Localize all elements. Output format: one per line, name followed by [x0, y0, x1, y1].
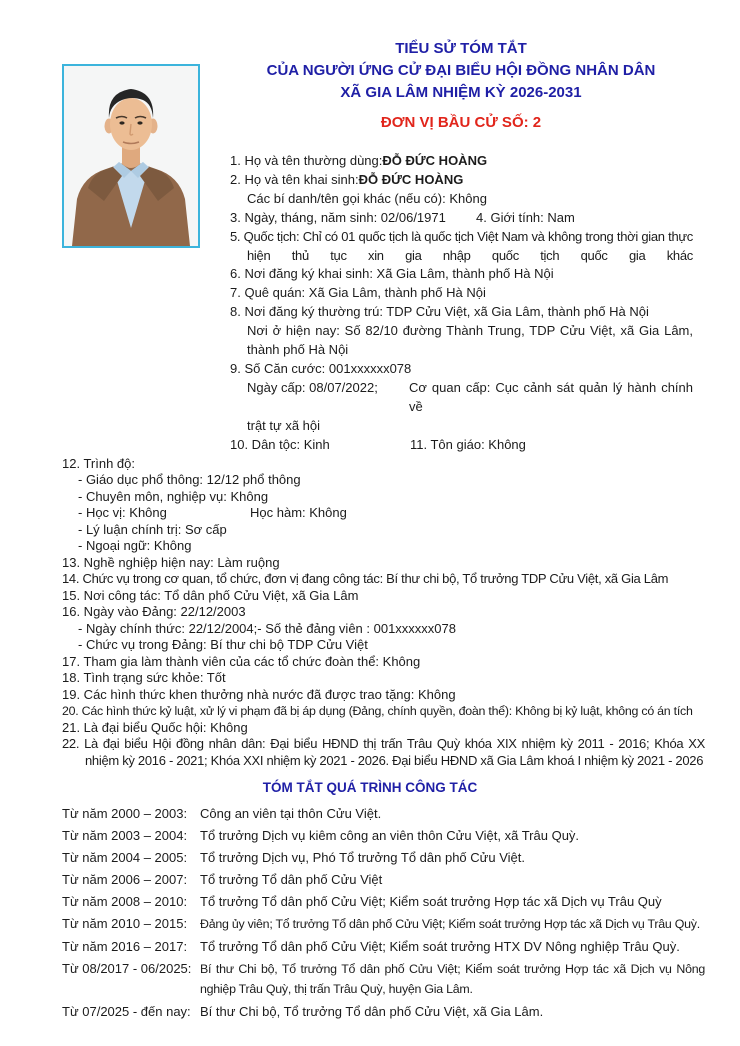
career-period: Từ năm 2016 – 2017: — [62, 938, 188, 954]
field-id-issuer-cont: trật tự xã hội — [247, 417, 321, 433]
career-period: Từ năm 2010 – 2015: — [62, 916, 188, 931]
field-workplace: 15. Nơi công tác: Tổ dân phố Cửu Việt, xã Gia Lâm — [62, 587, 359, 603]
field-id-issue — [230, 379, 693, 417]
field-ethnicity: 10. Dân tộc: Kinh — [230, 436, 330, 452]
field-birth-name-label: 2. Họ và tên khai sinh: — [230, 171, 359, 187]
career-period: Từ năm 2000 – 2003: — [62, 806, 188, 821]
career-description: Tổ trưởng Dịch vụ, Phó Tổ trưởng Tổ dân phố Cửu Việt. — [200, 850, 525, 865]
field-discipline: 20. Các hình thức kỷ luật, xử lý vi phạm đã bị áp dụng (Đảng, chính quyền, đoàn thể): Không bị kỷ luật, không có án tích — [62, 704, 693, 718]
field-party-official — [62, 621, 705, 638]
title-line-1: TIỂU SỬ TÓM TẮT — [395, 40, 527, 57]
field-party-official-date: - Ngày chính thức: 22/12/2004; — [78, 620, 258, 636]
career-description: Tổ trưởng Tổ dân phố Cửu Việt; Kiểm soát trưởng Hợp tác xã Dịch vụ Trâu Quỳ — [200, 894, 662, 909]
document-header — [210, 0, 712, 134]
title-line-2: CỦA NGƯỜI ỨNG CỬ ĐẠI BIỂU HỘI ĐỒNG NHÂN DÂN — [266, 62, 656, 79]
field-current-position: 14. Chức vụ trong cơ quan, tổ chức, đơn vị đang công tác: Bí thư chi bộ, Tổ trưởng TDP Cửu Việt, xã Gia Lâm — [62, 571, 669, 586]
career-period: Từ năm 2003 – 2004: — [62, 828, 188, 843]
career-row — [62, 804, 705, 824]
field-party-join-date: 16. Ngày vào Đảng: 22/12/2003 — [62, 604, 246, 619]
field-academic-title: Học hàm: Không — [250, 505, 347, 520]
field-id-number: 9. Số Căn cước: 001xxxxxx078 — [230, 360, 412, 376]
eye-left — [119, 121, 124, 124]
field-dob: 3. Ngày, tháng, năm sinh: 02/06/1971 — [230, 209, 446, 225]
field-id-issuer: Cơ quan cấp: Cục cảnh sát quản lý hành chính về — [409, 379, 693, 414]
field-education-header: 12. Trình độ: — [62, 455, 135, 471]
field-awards: 19. Các hình thức khen thưởng nhà nước đã được trao tặng: Không — [62, 686, 456, 702]
field-professional-education: - Chuyên môn, nghiệp vụ: Không — [78, 488, 269, 504]
career-description: Tổ trưởng Tổ dân phố Cửu Việt — [200, 872, 383, 887]
field-birth-name-value: ĐỖ ĐỨC HOÀNG — [358, 171, 464, 187]
field-dob-gender — [230, 209, 693, 228]
field-birth-registration: 6. Nơi đăng ký khai sinh: Xã Gia Lâm, thành phố Hà Nội — [230, 266, 554, 282]
career-row — [62, 826, 705, 846]
title-line-3: XÃ GIA LÂM NHIỆM KỲ 2026-2031 — [340, 84, 582, 101]
field-current-residence: Nơi ở hiện nay: Số 82/10 đường Thành Trung, TDP Cửu Việt, xã Gia Lâm, thành phố Hà Nội — [247, 323, 693, 358]
field-party-position: - Chức vụ trong Đảng: Bí thư chi bộ TDP Cửu Việt — [78, 637, 368, 652]
field-permanent-residence: 8. Nơi đăng ký thường trú: TDP Cửu Việt, xã Gia Lâm, thành phố Hà Nội — [230, 304, 649, 320]
career-row — [62, 914, 705, 934]
field-religion: 11. Tôn giáo: Không — [410, 436, 526, 452]
career-row — [62, 892, 705, 912]
personal-info-section — [230, 152, 693, 455]
field-national-assembly: 21. Là đại biểu Quốc hội: Không — [62, 719, 248, 735]
field-common-name-label: 1. Họ và tên thường dùng: — [230, 153, 383, 168]
career-row — [62, 848, 705, 868]
field-organizations: 17. Tham gia làm thành viên của các tổ chức đoàn thể: Không — [62, 653, 421, 669]
career-period: Từ năm 2008 – 2010: — [62, 894, 188, 909]
field-id-issue-date: Ngày cấp: 08/07/2022; — [247, 379, 378, 395]
candidate-photo — [62, 64, 200, 248]
career-section-title: TÓM TẮT QUÁ TRÌNH CÔNG TÁC — [262, 780, 478, 795]
field-party-card-number: - Số thẻ đảng viên : 001xxxxxx078 — [257, 620, 456, 636]
career-description: Bí thư Chi bộ, Tổ trưởng Tổ dân phố Cửu Việt; Kiểm soát trưởng Hợp tác xã Dịch vụ Nông nghiệp Trâu Quỳ, thị trấn Trâu Quỳ, huyện Gia Lâm. — [200, 961, 705, 997]
field-common-name — [230, 152, 693, 171]
field-birth-name — [230, 171, 693, 190]
career-description: Đảng ủy viên; Tổ trưởng Tổ dân phố Cửu Việt; Kiểm soát trưởng Hợp tác xã Dịch vụ Trâu Quỳ. — [200, 917, 700, 931]
field-hometown: 7. Quê quán: Xã Gia Lâm, thành phố Hà Nội — [230, 285, 486, 301]
career-description: Tổ trưởng Dịch vụ kiêm công an viên thôn Cửu Việt, xã Trâu Quỳ. — [200, 828, 580, 843]
field-aliases: Các bí danh/tên gọi khác (nếu có): Không — [247, 190, 487, 206]
qualification-section — [62, 456, 705, 770]
career-period: Từ 07/2025 - đến nay: — [62, 1004, 191, 1020]
field-health: 18. Tình trạng sức khỏe: Tốt — [62, 670, 226, 685]
career-description: Tổ trưởng Tổ dân phố Cửu Việt; Kiểm soát trưởng HTX DV Nông nghiệp Trâu Quỳ. — [200, 938, 680, 954]
field-common-name-value: ĐỖ ĐỨC HOÀNG — [382, 153, 488, 168]
field-nationality: 5. Quốc tịch: Chỉ có 01 quốc tịch là quốc tịch Việt Nam và không trong thời gian thực hiện thủ tục xin gia nhập quốc tịch quốc gia khác — [230, 228, 693, 263]
career-row — [62, 937, 705, 957]
election-unit-title: ĐƠN VỊ BẦU CỬ SỐ: 2 — [380, 114, 542, 131]
field-peoples-council: 22. Là đại biểu Hội đồng nhân dân: Đại biểu HĐND thị trấn Trâu Quỳ khóa XIX nhiệm kỳ 2011 - 2016; Khóa XX nhiệm kỳ 2016 - 2021; Khóa XXI nhiệm kỳ 2021 - 2026. Đại biểu HĐND xã Gia Lâm khoá I nhiệm kỳ 2021 - 2026 — [62, 736, 705, 768]
career-section — [62, 804, 705, 1022]
career-row — [62, 870, 705, 890]
field-political-theory: - Lý luận chính trị: Sơ cấp — [78, 521, 227, 537]
eye-right — [137, 121, 142, 124]
career-period: Từ năm 2004 – 2005: — [62, 850, 188, 865]
career-description: Công an viên tại thôn Cửu Việt. — [200, 806, 382, 821]
field-foreign-language: - Ngoại ngữ: Không — [78, 538, 192, 553]
portrait-image — [64, 66, 198, 246]
field-degree: - Học vị: Không — [78, 505, 167, 520]
field-ethnicity-religion — [230, 436, 693, 455]
field-degree-title — [62, 505, 705, 522]
field-general-education: - Giáo dục phổ thông: 12/12 phổ thông — [78, 472, 301, 487]
field-gender: 4. Giới tính: Nam — [476, 209, 575, 225]
career-row — [62, 959, 705, 1000]
career-row — [62, 1002, 705, 1022]
career-description: Bí thư Chi bộ, Tổ trưởng Tổ dân phố Cửu Việt, xã Gia Lâm. — [200, 1004, 544, 1020]
career-period: Từ năm 2006 – 2007: — [62, 872, 188, 887]
field-occupation: 13. Nghề nghiệp hiện nay: Làm ruộng — [62, 554, 280, 570]
career-period: Từ 08/2017 - 06/2025: — [62, 960, 192, 976]
